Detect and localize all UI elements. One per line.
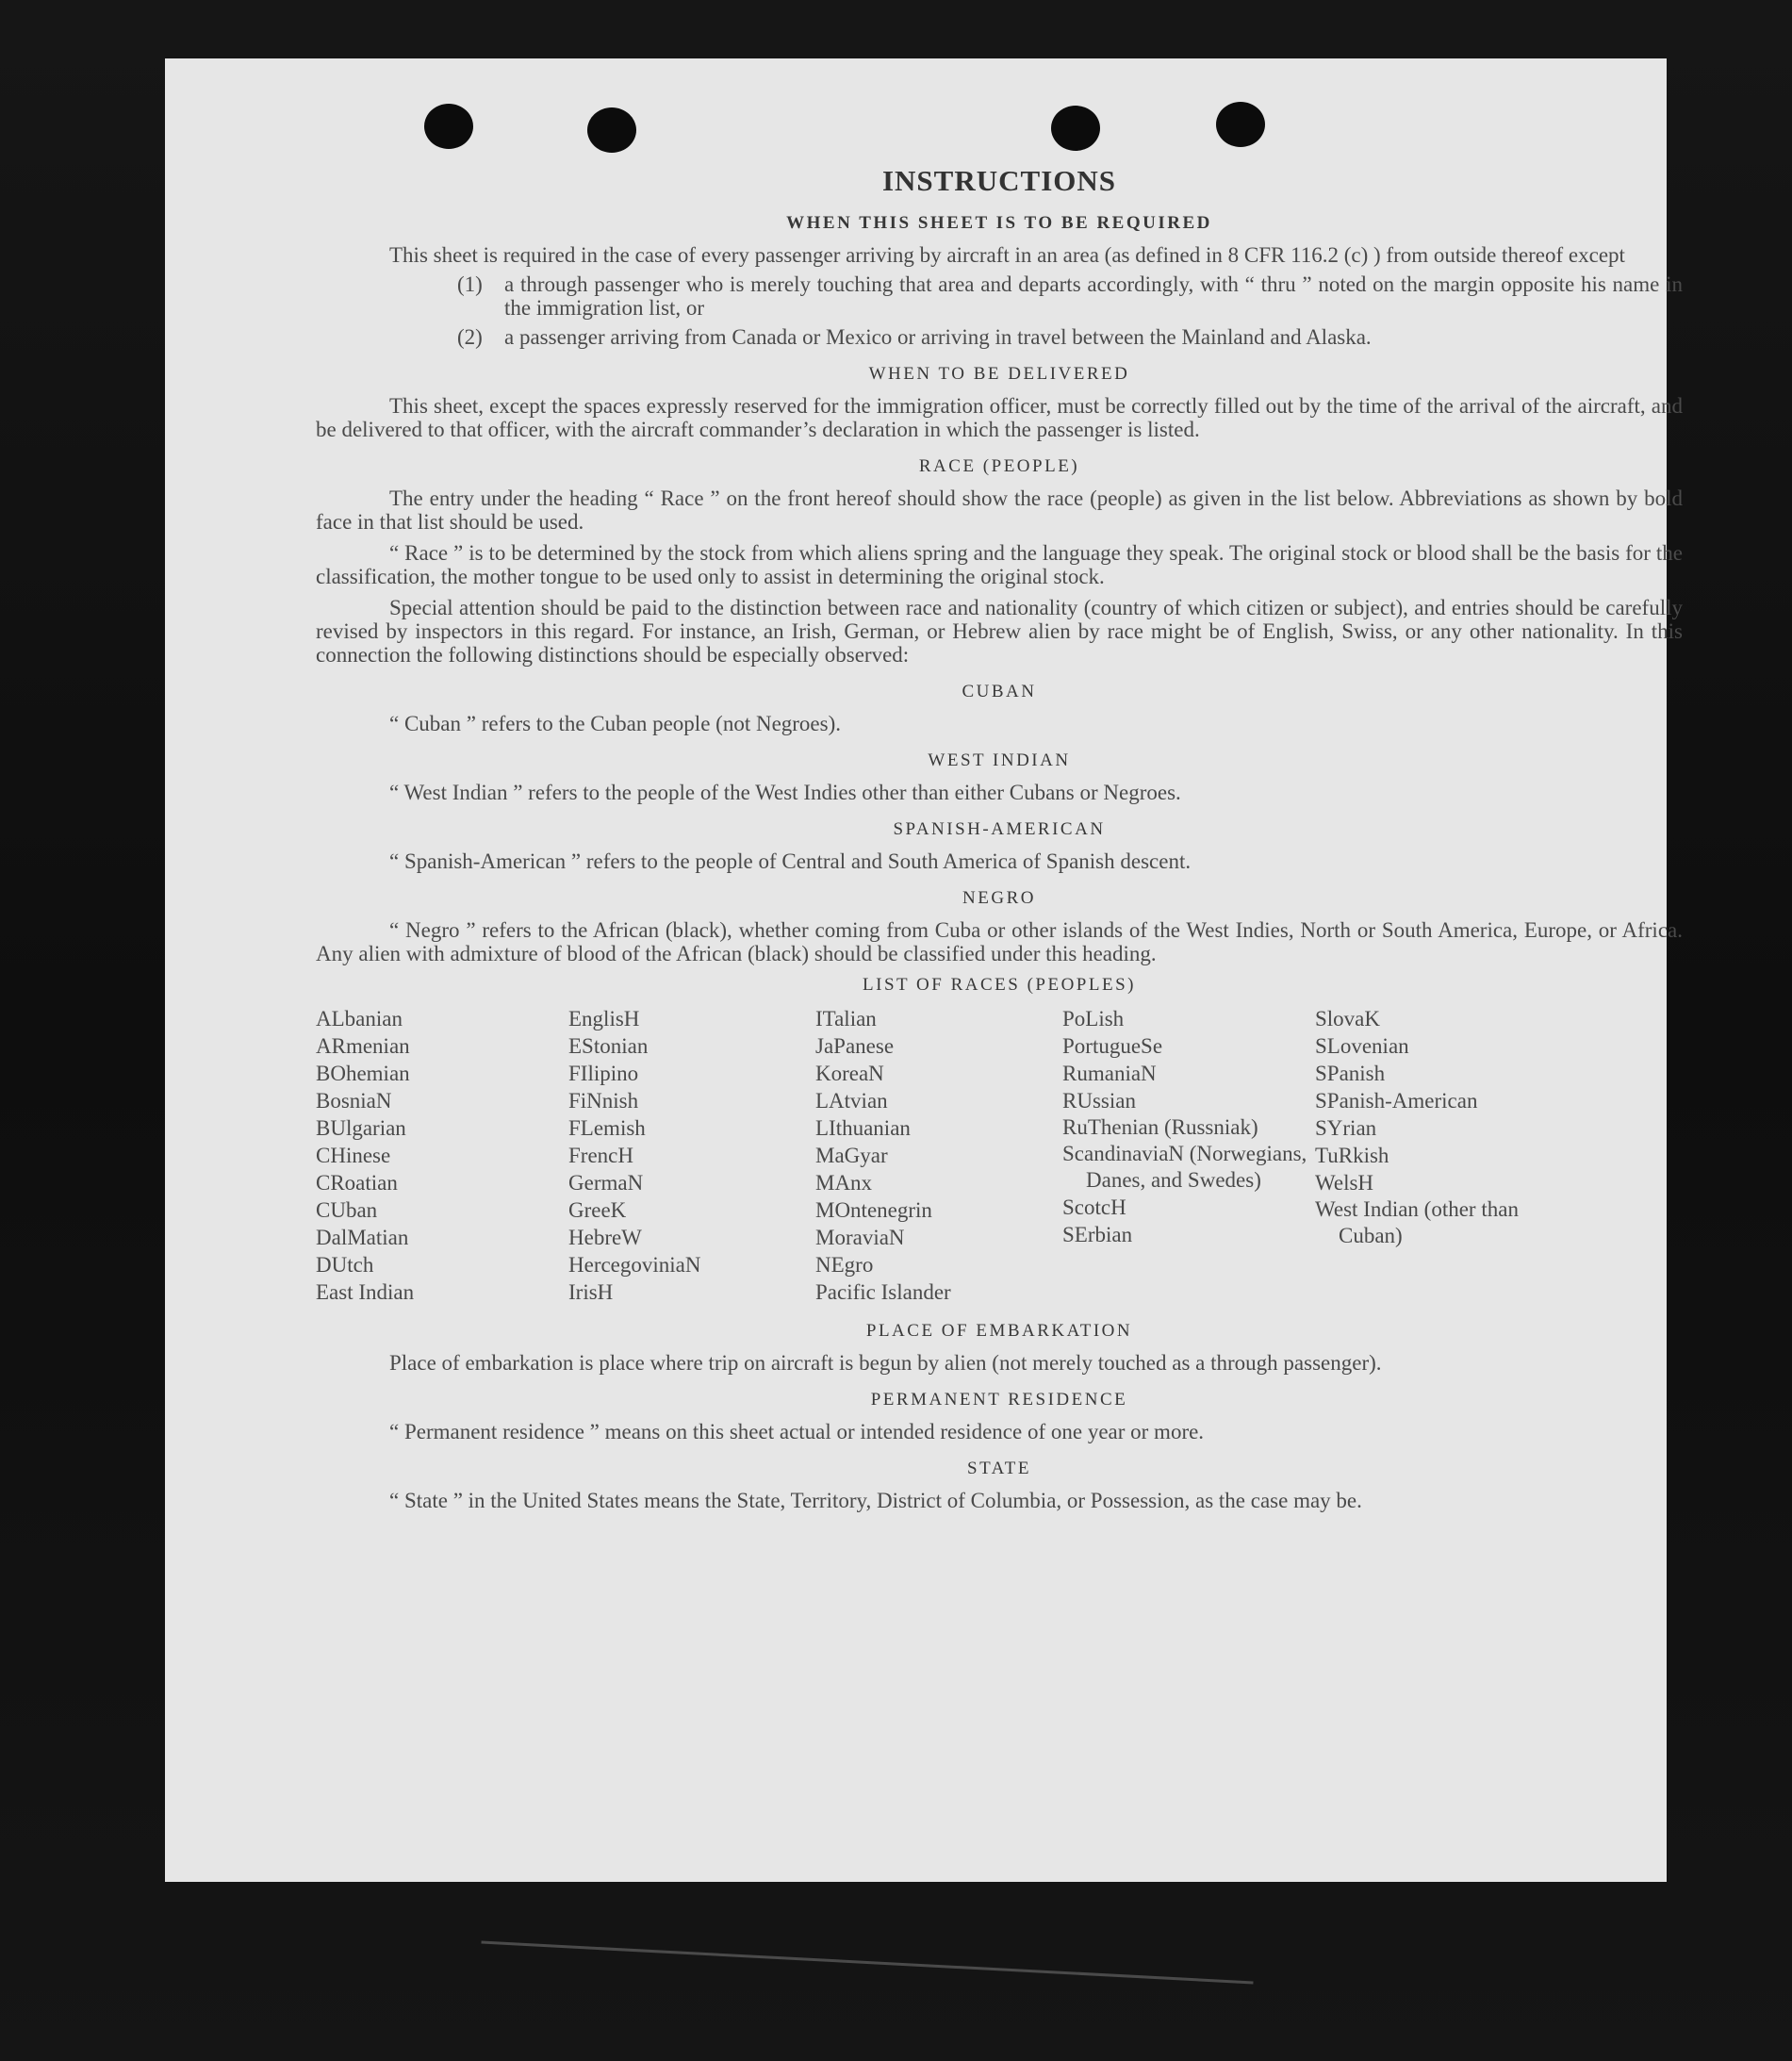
race-item: ScandinaviaN (Norwegians, Danes, and Swedes) [1062,1142,1307,1192]
item-text: a through passenger who is merely touching that area and departs accordingly, with “ thru ” noted on the margin opposite his name in the immigration list, or [504,272,1683,320]
race-item: BOhemian [316,1062,410,1085]
race-item: KoreaN [815,1062,884,1085]
section-heading: SPANISH-AMERICAN [893,819,1106,839]
race-item: East Indian [316,1280,415,1304]
races-heading: LIST OF RACES (PEOPLES) [863,975,1136,995]
punch-hole [424,104,473,149]
race-item: SlovaK [1315,1007,1380,1030]
race-item: ScotcH [1062,1195,1126,1219]
race-item: ARmenian [316,1034,410,1058]
section-paragraph: “ Spanish-American ” refers to the people of Central and South America of Spanish descent. [389,849,1192,873]
races-column [1315,1005,1541,1306]
race-item: EnglisH [568,1007,640,1030]
races-column [316,1005,568,1306]
race-item: CRoatian [316,1171,398,1195]
section-heading: STATE [967,1459,1031,1478]
race-item: MaGyar [815,1144,888,1167]
section-paragraph: “ West Indian ” refers to the people of the West Indies other than either Cubans or Negroes. [389,781,1181,804]
race-item: RUssian [1062,1089,1136,1113]
punch-hole [1051,106,1100,151]
punch-hole [1216,102,1265,147]
race-item: LAtvian [815,1089,888,1113]
section-paragraph: “ Negro ” refers to the African (black), whether coming from Cuba or other islands of the West Indies, North or South America, Europe, or Africa. Any alien with admixture of blood of the African (black) should be classified under this heading. [316,918,1683,965]
race-item: DalMatian [316,1226,409,1249]
race-item: SErbian [1062,1223,1133,1246]
race-item: FrencH [568,1144,633,1167]
race-item: FIlipino [568,1062,639,1085]
race-item: HercegoviniaN [568,1253,701,1277]
item-number: (1) [457,272,483,296]
race-item: SPanish-American [1315,1089,1478,1113]
list-item [457,325,1683,349]
list-item [457,272,1683,320]
race-item: PortugueSe [1062,1034,1163,1058]
race-item: TuRkish [1315,1144,1389,1167]
section-heading: WHEN TO BE DELIVERED [868,364,1130,384]
section-heading: WHEN THIS SHEET IS TO BE REQUIRED [786,213,1212,233]
race-item: WelsH [1315,1171,1374,1195]
race-item: West Indian (other than Cuban) [1315,1197,1519,1247]
section-paragraph: The entry under the heading “ Race ” on the front hereof should show the race (people) as given in the list below. Abbreviations as shown by bold face in that list should be used. [316,486,1683,534]
instructions-content [316,164,1683,1512]
race-item: SLovenian [1315,1034,1409,1058]
section-paragraph: Place of embarkation is place where trip on aircraft is begun by alien (not merely touched as a through passenger). [389,1351,1382,1375]
races-list [316,1005,1683,1306]
section-paragraph: Special attention should be paid to the distinction between race and nationality (country of which citizen or subject), and entries should be carefully revised by inspectors in this regard. For instance, an Irish, German, or Hebrew alien by race might be of English, Swiss, or any other nationality. In this connection the following distinctions should be especially observed: [316,596,1683,667]
race-item: CHinese [316,1144,391,1167]
race-item: PoLish [1062,1007,1125,1030]
race-item: DUtch [316,1253,374,1277]
section-heading: NEGRO [962,888,1036,908]
race-item: SPanish [1315,1062,1386,1085]
race-item: FLemish [568,1116,646,1140]
races-column [1062,1005,1315,1306]
section-paragraph: This sheet, except the spaces expressly reserved for the immigration officer, must be correctly filled out by the time of the arrival of the aircraft, and be delivered to that officer, with the aircraft commander’s declaration in which the passenger is listed. [316,394,1683,441]
race-item: ALbanian [316,1007,403,1030]
race-item: BUlgarian [316,1116,406,1140]
race-item: BosniaN [316,1089,392,1113]
race-item: RumaniaN [1062,1062,1157,1085]
race-item: NEgro [815,1253,874,1277]
race-item: LIthuanian [815,1116,911,1140]
section-paragraph: “ Race ” is to be determined by the stock from which aliens spring and the language they speak. The original stock or blood shall be the basis for the classification, the mother tongue to be used only to assist in determining the original stock. [316,541,1683,588]
document-title: INSTRUCTIONS [881,164,1116,197]
section-heading: PERMANENT RESIDENCE [870,1390,1128,1410]
race-item: HebreW [568,1226,642,1249]
race-item: IrisH [568,1280,614,1304]
item-number: (2) [457,325,483,349]
race-item: EStonian [568,1034,649,1058]
race-item: CUban [316,1198,378,1222]
race-item: RuThenian (Russniak) [1062,1115,1258,1139]
section-heading: WEST INDIAN [928,750,1071,770]
item-text: a passenger arriving from Canada or Mexico or arriving in travel between the Mainland and Alaska. [504,325,1372,349]
section-paragraph: “ Cuban ” refers to the Cuban people (not Negroes). [389,712,842,735]
race-item: GreeK [568,1198,627,1222]
section-heading: CUBAN [962,682,1037,701]
race-item: JaPanese [815,1034,895,1058]
race-item: ITalian [815,1007,877,1030]
race-item: SYrian [1315,1116,1377,1140]
race-item: MoraviaN [815,1226,905,1249]
punch-hole [587,107,636,153]
races-column [568,1005,815,1306]
document-sheet [165,58,1683,1882]
race-item: GermaN [568,1171,644,1195]
race-item: FiNnish [568,1089,639,1113]
race-item: MOntenegrin [815,1198,932,1222]
race-item: Pacific Islander [815,1280,951,1304]
section-heading: PLACE OF EMBARKATION [865,1321,1133,1341]
section-paragraph: This sheet is required in the case of every passenger arriving by aircraft in an area (as defined in 8 CFR 116.2 (c) ) from outside thereof except [389,243,1625,267]
races-column [815,1005,1062,1306]
section-heading: RACE (PEOPLE) [918,456,1080,476]
section-paragraph: “ State ” in the United States means the State, Territory, District of Columbia, or Possession, as the case may be. [389,1489,1362,1512]
race-item: MAnx [815,1171,873,1195]
section-paragraph: “ Permanent residence ” means on this sheet actual or intended residence of one year or more. [389,1420,1205,1443]
